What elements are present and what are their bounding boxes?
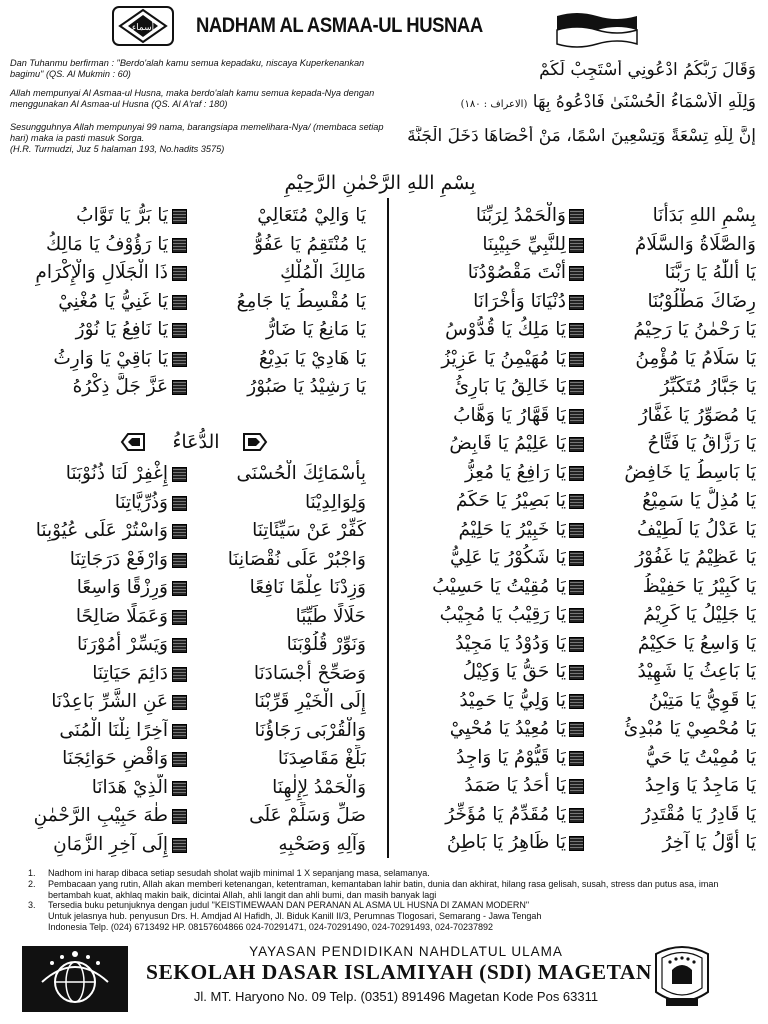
verse-second-half: لِلنَّبِيِّ حَبِيْبِنَا	[482, 233, 566, 255]
verse-second-half: دَائِمَ حَيَاتِنَا	[92, 662, 168, 684]
verse-first-half: يَا وَالِيْ مُتَعَالِيْ	[257, 205, 366, 226]
verse-first-half: يَا مَاجِدُ يَا وَاحِدُ	[644, 775, 756, 796]
nu-logo	[22, 946, 128, 1012]
note-3: Tersedia buku petunjuknya dengan judul "KEISTIMEWAAN DAN PERANAN AL ASMA UL HUSNA DI ZAMAN MODERN"	[48, 900, 530, 911]
verse-second-half: إِغْفِرْ لَنَا ذُنُوْبَنَا	[65, 463, 168, 484]
verse-second-half: يَا قَيُّوْمُ يَا وَاجِدُ	[456, 746, 566, 768]
verse-separator-icon	[172, 610, 187, 625]
note-2: Pembacaan yang rutin, Allah akan memberi ketenangan, ketentraman, kemantaban lahir batin, dunia dan akhirat, hilang rasa gelisah, susah, stress dan putus asa, iman bertambah kuat, akhlaq makin baik, dicintai Allah, ahli langit dan ahli bumi, dan masih banyak lagi	[48, 878, 719, 900]
doa-row	[0, 489, 768, 517]
verse-second-half: يَا بَاقِيْ يَا وَارِثُ	[53, 347, 168, 369]
verse-second-half: أَنْتَ مَقْصُوْدُنَا	[467, 262, 566, 283]
verse-second-half: يَا رَافِعُ يَا مُعِزُّ	[464, 461, 566, 483]
verse-second-half: يَا خَالِقُ يَا بَارِئُ	[454, 376, 566, 397]
verse-second-half: دُنْيَانَا وَأُخْرَانَا	[473, 290, 566, 312]
verse-row-left	[0, 259, 768, 287]
nu-globe-icon	[22, 946, 128, 1012]
verse-separator-icon	[172, 266, 187, 281]
verse-second-half: يَا مُهَيْمِنُ يَا عَزِيْزُ	[441, 347, 566, 369]
verse-second-half: الَّذِيْ هَدَانَا	[91, 776, 168, 798]
doa-row	[0, 774, 768, 802]
footer-school: SEKOLAH DASAR ISLAMIYAH (SDI) MAGETAN	[146, 960, 652, 984]
verse-first-half: بِسْمِ اللهِ بَدَأْنَا	[652, 205, 756, 226]
verse-first-half: وَزِدْنَا عِلْمًا نَافِعًا	[249, 577, 366, 598]
verse-separator-icon	[569, 437, 584, 452]
verse-first-half: يَا أَوَّلُ يَا آخِرُ	[662, 832, 756, 853]
intro-quote-2: Allah mempunyai Al Asmaa-ul Husna, maka berdo'alah kamu semua kepada-Nya dengan menggunakan Al Asmaa-ul Husna (QS. Al A'raf : 180)	[10, 88, 375, 109]
verse-second-half: طٰهَ حَبِيْبِ الرَّحْمٰنِ	[33, 805, 168, 826]
verse-separator-icon	[172, 467, 187, 482]
intro-quote-1: Dan Tuhanmu berfirman : "Berdo'alah kamu semua kepadaku, niscaya Kuperkenankan bagimu" (QS. Al Mukmin : 60)	[10, 58, 365, 79]
verse-first-half: يَا مُذِلُّ يَا سَمِيْعُ	[642, 490, 756, 511]
verse-separator-icon	[172, 553, 187, 568]
doa-row	[0, 546, 768, 574]
verse-first-half: رِضَاكَ مَطْلُوْبُنَا	[647, 290, 756, 312]
verse-separator-icon	[172, 667, 187, 682]
verse-second-half: وَاقْضِ حَوَائِجَنَا	[62, 748, 168, 769]
verse-separator-icon	[172, 724, 187, 739]
verse-first-half: حَلَالًا طَيِّبًا	[295, 605, 366, 627]
doa-row	[0, 831, 768, 859]
verse-row-right	[0, 430, 768, 458]
verse-first-half: يَا أَللّٰهُ يَا رَبَّنَا	[664, 262, 756, 283]
footer-org: YAYASAN PENDIDIKAN NAHDLATUL ULAMA	[249, 944, 563, 959]
verse-first-half: وَنَوِّرْ قُلُوْبَنَا	[286, 634, 366, 655]
verse-first-half: بَلِّغْ مَقَاصِدَنَا	[277, 748, 366, 769]
verse-first-half: يَا مَانِعُ يَا ضَارُّ	[265, 319, 366, 340]
verse-second-half: يَا شَكُوْرُ يَا عَلِيُّ	[449, 547, 566, 568]
verse-first-half: يَا بَاعِثُ يَا شَهِيْدُ	[637, 661, 756, 682]
intro-hadith-ref: (H.R. Turmudzi, Juz 5 halaman 193, No.hadits 3575)	[10, 144, 225, 154]
intro-hadith: Sesungguhnya Allah mempunyai 99 nama, barangsiapa memelihara-Nya/ (membaca setiap hari) maka ia pasti masuk Sorga.	[10, 122, 384, 143]
verse-first-half: يَا رَشِيْدُ يَا صَبُوْرُ	[247, 376, 366, 397]
doa-row	[0, 631, 768, 659]
verse-first-half: وَالصَّلَاةُ وَالسَّلَامُ	[634, 233, 756, 255]
verse-first-half: يَا عَظِيْمُ يَا غَفُوْرُ	[635, 547, 756, 568]
verse-separator-icon	[172, 496, 187, 511]
verse-second-half: يَا خَبِيْرُ يَا حَلِيْمُ	[458, 518, 566, 540]
verse-separator-icon	[172, 838, 187, 853]
verse-separator-icon	[172, 695, 187, 710]
verse-second-half: وَارْفَعْ دَرَجَاتِنَا	[69, 548, 168, 570]
verse-row-left	[0, 373, 768, 401]
arabic-quote-2-ref: (الاعراف : ١٨٠)	[460, 99, 528, 110]
verse-second-half: يَا مُعِيْدُ يَا مُحْيِيْ	[449, 718, 566, 739]
verse-row-left	[0, 231, 768, 259]
verse-first-half: وَاجْبُرْ عَلَى نُقْصَانِنَا	[227, 548, 366, 570]
verse-second-half: يَا نَافِعُ يَا نُوْرُ	[75, 319, 168, 340]
verse-first-half: يَا قَادِرُ يَا مُقْتَدِرُ	[641, 803, 756, 825]
notes	[28, 868, 728, 933]
verse-second-half: يَا أَحَدُ يَا صَمَدُ	[464, 775, 566, 796]
verse-second-half: يَا ظَاهِرُ يَا بَاطِنُ	[446, 832, 566, 853]
arabic-quote-1: وَقَالَ رَبُّكُمُ ادْعُونِي أَسْتَجِبْ لَكُمْ	[539, 60, 756, 80]
verse-first-half: إِلَى الْخَيْرِ قَرِّبْنَا	[254, 691, 366, 712]
calligraphy-logo	[112, 6, 174, 46]
verse-second-half: عَنِ الشَّرِّ بَاعِدْنَا	[51, 691, 168, 712]
doa-row	[0, 802, 768, 830]
verse-separator-icon	[172, 581, 187, 596]
verse-first-half: يَا بَاسِطُ يَا خَافِضُ	[624, 461, 756, 483]
doa-row	[0, 745, 768, 773]
verse-row-left	[0, 345, 768, 373]
verse-first-half: بِأَسْمَائِكَ الْحُسْنَى	[236, 463, 366, 484]
verse-first-half: وَصَحِّحْ أَجْسَادَنَا	[253, 662, 366, 684]
verse-first-half: وَآلِهِ وَصَحْبِهِ	[278, 833, 366, 855]
verse-first-half: يَا مُحْصِيْ يَا مُبْدِئُ	[623, 718, 756, 739]
svg-text:أسماء: أسماء	[131, 23, 155, 33]
verse-second-half: يَا مَلِكُ يَا قُدُّوْسُ	[445, 319, 566, 340]
verse-second-half: يَا مُقَدِّمُ يَا مُؤَخِّرُ	[445, 803, 566, 825]
note-number: 3.	[28, 900, 36, 911]
verse-row-left	[0, 202, 768, 230]
basmalah: بِسْمِ اللهِ الرَّحْمٰنِ الرَّحِيْمِ	[284, 172, 476, 194]
verse-first-half: يَا وَاسِعُ يَا حَكِيْمُ	[637, 632, 756, 654]
intro-quote-3	[10, 122, 400, 155]
verse-separator-icon	[172, 323, 187, 338]
verse-second-half: يَا حَقُّ يَا وَكِيْلُ	[462, 661, 566, 682]
doa-title: الدُّعَاءُ	[172, 431, 220, 453]
verse-first-half: صَلِّ وَسَلِّمْ عَلَى	[249, 805, 366, 826]
verse-separator-icon	[172, 352, 187, 367]
verse-row-right	[0, 402, 768, 430]
verse-first-half: وَالْحَمْدُ لِإِلٰهِنَا	[272, 776, 366, 798]
verse-second-half: وَذُرِّيَّاتِنَا	[114, 491, 168, 513]
page-title: NADHAM AL ASMAA-UL HUSNAA	[196, 14, 483, 37]
doa-row	[0, 603, 768, 631]
verse-second-half: يَا وَدُوْدُ يَا مَجِيْدُ	[455, 632, 566, 654]
verse-separator-icon	[172, 209, 187, 224]
verse-second-half: يَا مُقِيْتُ يَا حَسِيْبُ	[432, 575, 566, 597]
verse-second-half: وَيَسِّرْ أُمُوْرَنَا	[76, 634, 168, 655]
doa-row	[0, 717, 768, 745]
verse-row-left	[0, 316, 768, 344]
note-3-contact: Untuk jelasnya hub. penyusun Drs. H. Amdjad Al Hafidh, Jl. Biduk Kanill II/3, Perumnas Tlogosari, Semarang - Jawa Tengah	[48, 911, 542, 922]
verse-second-half: عَزَّ جَلَّ ذِكْرُهُ	[72, 376, 168, 397]
doa-row	[0, 660, 768, 688]
verse-first-half: يَا مُمِيْتُ يَا حَيُّ	[645, 746, 756, 768]
verse-first-half: يَا سَلَامُ يَا مُؤْمِنُ	[635, 347, 756, 369]
verse-first-half: يَا رَزَّاقُ يَا فَتَّاحُ	[647, 433, 756, 454]
verse-first-half: مَالِكَ الْمُلْكِ	[280, 262, 366, 283]
note-number: 2.	[28, 878, 36, 889]
arabic-quote-2	[396, 92, 756, 112]
verse-separator-icon	[172, 380, 187, 395]
verse-second-half: ذَا الْجَلَالِ وَالْإِكْرَامِ	[35, 262, 168, 283]
verse-first-half: يَا مُنْتَقِمُ يَا عَفُوُّ	[254, 233, 366, 255]
verse-second-half: يَا عَلِيْمُ يَا قَابِضُ	[449, 433, 566, 454]
doa-row	[0, 460, 768, 488]
verse-second-half: يَا قَهَّارُ يَا وَهَّابُ	[453, 404, 566, 426]
doa-row	[0, 574, 768, 602]
note-3-phone: Indonesia Telp. (024) 6713492 HP. 08157604866 024-70291471, 024-70291490, 024-70291493, 024-70237892	[48, 921, 494, 932]
verse-row-left	[0, 288, 768, 316]
verse-first-half: وَالْقُرْبَى رَجَاؤُنَا	[254, 719, 366, 741]
verse-first-half: يَا عَدْلُ يَا لَطِيْفُ	[637, 518, 756, 540]
note-number: 1.	[28, 868, 36, 878]
verse-separator-icon	[569, 409, 584, 424]
verse-second-half: إِلَى آخِرِ الزَّمَانِ	[53, 833, 168, 855]
verse-second-half: يَا غَنِيُّ يَا مُغْنِيْ	[58, 290, 168, 312]
verse-separator-icon	[172, 238, 187, 253]
verse-first-half: يَا كَبِيْرُ يَا حَفِيْظُ	[642, 575, 756, 597]
arabic-quote-2-text: وَلِلَّهِ الْأَسْمَاءُ الْحُسْنَىٰ فَادْعُوهُ بِهَا	[532, 92, 756, 112]
verse-first-half: وَلِوَالِدِيْنَا	[305, 491, 366, 513]
verse-separator-icon	[172, 809, 187, 824]
verse-first-half: يَا رَحْمٰنُ يَا رَحِيْمُ	[633, 319, 756, 340]
verse-second-half: وَالْحَمْدُ لِرَبِّنَا	[475, 205, 566, 226]
school-emblem-icon	[650, 944, 714, 1012]
verse-first-half: يَا مُقْسِطُ يَا جَامِعُ	[236, 290, 366, 312]
verse-separator-icon	[172, 524, 187, 539]
verse-first-half: يَا مُصَوِّرُ يَا غَفَّارُ	[638, 404, 756, 426]
verse-second-half: يَا بَرُّ يَا تَوَّابُ	[76, 205, 168, 226]
verse-second-half: يَا رَؤُوْفُ يَا مَالِكُ	[46, 233, 168, 255]
verse-first-half: يَا هَادِيْ يَا بَدِيْعُ	[258, 347, 366, 369]
verse-first-half: يَا جَبَّارُ مُتَكَبِّرُ	[660, 376, 756, 397]
verse-separator-icon	[172, 752, 187, 767]
flag-icon	[555, 10, 639, 50]
verse-first-half: يَا قَوِيُّ يَا مَتِيْنُ	[648, 689, 756, 711]
verse-second-half: يَا بَصِيْرُ يَا حَكَمُ	[455, 490, 566, 511]
doa-row	[0, 517, 768, 545]
verse-second-half: يَا رَقِيْبُ يَا مُجِيْبُ	[439, 604, 566, 625]
verse-second-half: آخِرًا نِلْنَا الْمُنَى	[59, 719, 168, 741]
verse-second-half: وَرِزْقًا وَاسِعًا	[76, 577, 168, 598]
verse-separator-icon	[172, 295, 187, 310]
verse-second-half: يَا وَلِيُّ يَا حَمِيْدُ	[459, 689, 566, 711]
verse-separator-icon	[172, 781, 187, 796]
verse-second-half: وَاسْتُرْ عَلَى عُيُوْبِنَا	[35, 520, 168, 541]
verse-first-half: يَا جَلِيْلُ يَا كَرِيْمُ	[643, 604, 756, 625]
verse-separator-icon	[172, 638, 187, 653]
verse-second-half: وَعَمَلًا صَالِحًا	[75, 605, 168, 627]
footer-address: Jl. MT. Haryono No. 09 Telp. (0351) 891496 Magetan Kode Pos 63311	[193, 989, 599, 1004]
arabic-quote-3: إِنَّ لِلَّهِ تِسْعَةً وَتِسْعِينَ اسْمًا، مَنْ أَحْصَاهَا دَخَلَ الْجَنَّةَ	[407, 126, 756, 146]
doa-row	[0, 688, 768, 716]
verse-first-half: كَفِّرْ عَنْ سَيِّئَاتِنَا	[252, 520, 366, 541]
note-1: Nadhom ini harap dibaca setiap sesudah sholat wajib minimal 1 X sepanjang masa, selamanya.	[48, 868, 430, 878]
